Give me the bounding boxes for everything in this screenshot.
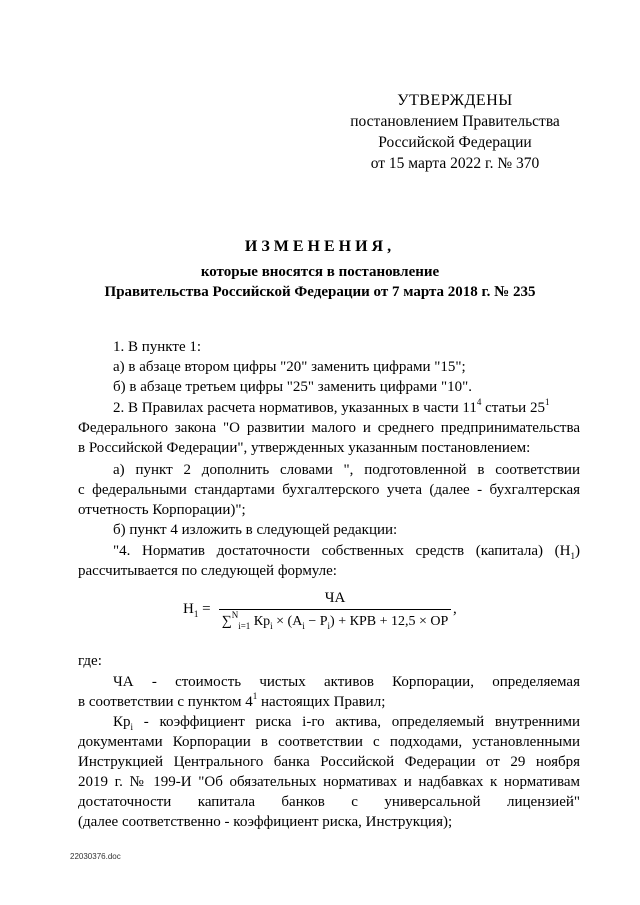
approval-line-1: постановлением Правительства [350,113,560,130]
formula-lhs [183,601,211,618]
formula-lhs-symbol: Н [183,601,194,617]
formula-fraction-bar [219,609,451,610]
p2-text-start: 2. В Правилах расчета нормативов, указанных в части 11 [113,400,477,416]
approval-stamp [330,90,580,174]
approval-line-3: от 15 марта 2022 г. № 370 [370,155,540,172]
formula-denominator [219,612,451,632]
kp-line-4: 2019 г. № 199-И "Об обязательных нормативах и надбавках к нормативам [78,774,580,790]
paragraph-2a-line-3: отчетность Корпорации)"; [78,502,246,518]
cha-line-1: ЧА - стоимость чистых активов Корпорации, определяемая [113,674,580,690]
paragraph-2-line-2: Федерального закона "О развитии малого и среднего предпринимательства [78,420,580,436]
formula-lhs-sub: 1 [193,609,199,619]
formula-numerator: ЧА [324,590,346,606]
den-i-3: i [327,620,331,631]
paragraph-2a-line-1: а) пункт 2 дополнить словами ", подготовленной в соответствии [113,462,580,478]
den-mid: × (А [272,614,303,629]
paragraph-4-line-1 [113,541,580,561]
document-title: ИЗМЕНЕНИЯ, [244,238,396,255]
kp-sub: i [130,722,134,732]
formula-fraction [219,588,451,632]
cha-text-end: настоящих Правил; [257,694,386,710]
kp-line-6: (далее соответственно - коэффициент риска, Инструкция); [78,814,453,830]
document-subtitle-1: которые вносятся в постановление [200,264,440,280]
paragraph-1: 1. В пункте 1: [113,339,202,355]
paragraph-1a: а) в абзаце втором цифры "20" заменить цифрами "15"; [113,359,466,375]
document-subtitle-2: Правительства Российской Федерации от 7 марта 2018 г. № 235 [104,284,536,300]
sum-sub: i=1 [238,620,251,631]
kp-text-end: - коэффициент риска i-го актива, определяемый внутренними [133,714,580,730]
paragraph-2-line-3: в Российской Федерации", утвержденных указанным постановлением: [78,440,531,456]
den-i-1: i [270,620,273,631]
den-end: ) + КРВ + 12,5 × ОР [330,614,449,629]
approval-head: УТВЕРЖДЕНЫ [397,92,513,109]
sum-symbol: ∑ [221,614,232,629]
kp-line-5: достаточности капитала банков с универсальной лицензией" [78,794,580,810]
paragraph-2a-line-2: с федеральными стандартами бухгалтерского учета (далее - бухгалтерская [78,482,580,498]
cha-sup: 1 [252,691,258,701]
kp-text-start: Кр [113,714,131,730]
where-label: где: [78,653,102,669]
formula-h1 [183,588,483,638]
p4-text-end: ) [575,543,580,559]
p2-sup-1: 4 [476,397,482,407]
paragraph-1b: б) в абзаце третьем цифры "25" заменить цифрами "10". [113,379,472,395]
approval-line-2: Российской Федерации [378,134,532,151]
file-footer: 22030376.doc [70,852,121,861]
den-kp: Кр [250,614,271,629]
cha-line-2 [78,692,580,712]
kp-line-2: документами Корпорации в соответствии с подходами, установленными [78,734,580,750]
paragraph-4-line-2: рассчитывается по следующей формуле: [78,563,337,579]
formula-comma: , [453,601,457,617]
formula-equals: = [198,601,211,617]
p4-sub: 1 [570,551,575,561]
cha-text-start: в соответствии с пунктом 4 [78,694,253,710]
paragraph-2b: б) пункт 4 изложить в следующей редакции: [113,522,398,538]
paragraph-2-line-1 [113,398,580,418]
sum-sup: N [231,610,239,621]
den-minus: − Р [304,614,328,629]
den-i-2: i [302,620,305,631]
kp-line-3: Инструкцией Центрального банка Российской Федерации от 29 ноября [78,754,580,770]
p2-sup-2: 1 [544,397,550,407]
p4-text-start: "4. Норматив достаточности собственных средств (капитала) (Н [113,543,571,559]
p2-text-mid: статьи 25 [481,400,545,416]
kp-line-1 [113,712,580,732]
